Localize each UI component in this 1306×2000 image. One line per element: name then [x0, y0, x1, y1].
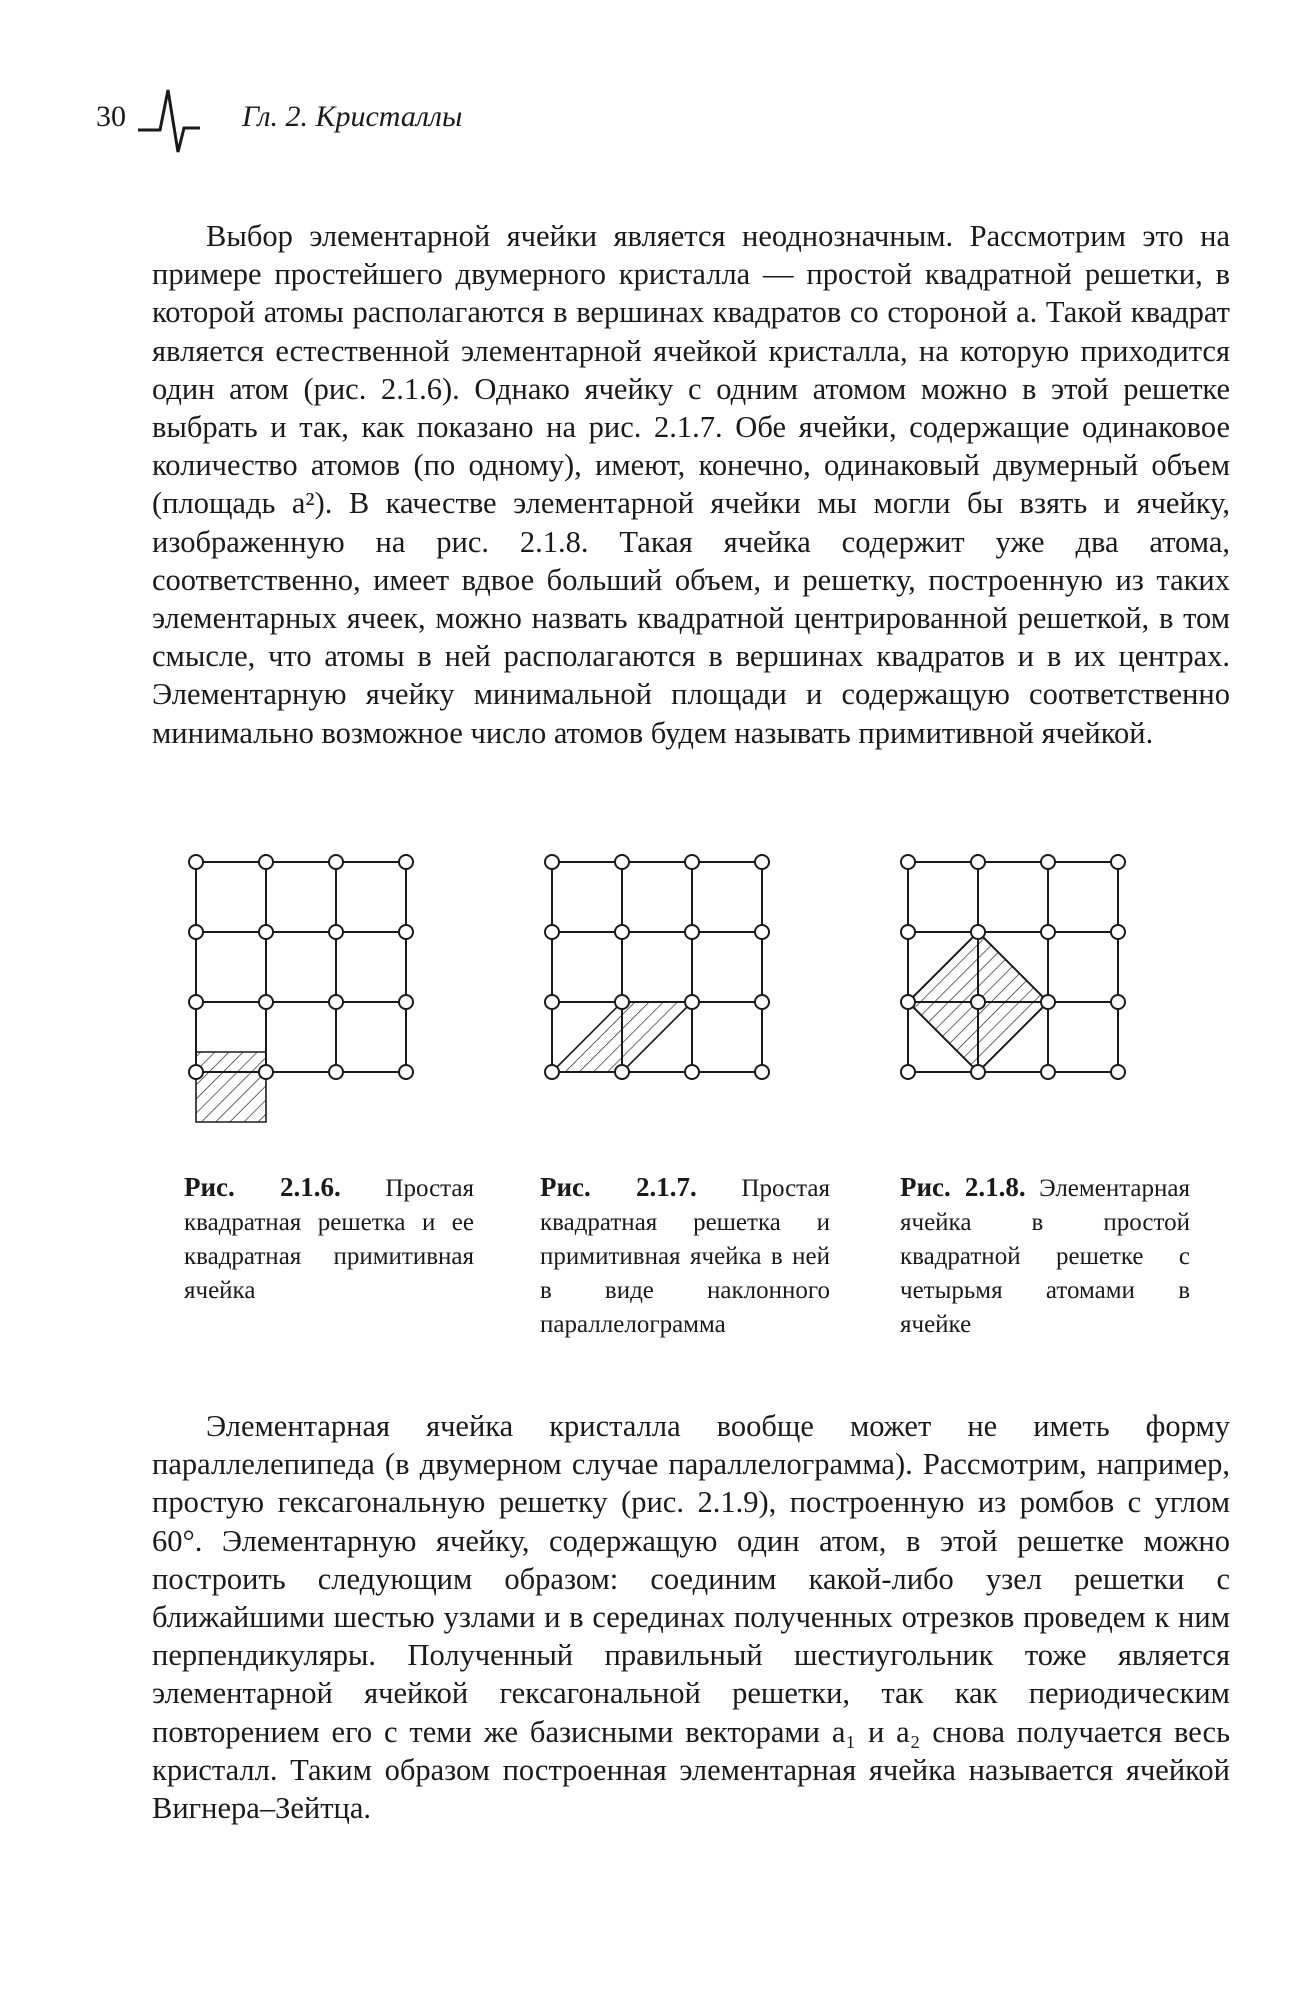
- page-header: [96, 86, 1196, 156]
- caption-text: Элементарная ячейка в простой квадратной решетке с четырьмя атомами в ячейке: [900, 1175, 1190, 1338]
- caption-text: Простая квадратная решетка и ее квадратная примитивная ячейка: [184, 1175, 474, 1304]
- caption-text: Простая квадратная решетка и примитивная ячейка в ней в виде наклонного параллелограмма: [540, 1175, 830, 1338]
- lattice-lines: [196, 862, 406, 1072]
- running-head: Гл. 2. Кристаллы: [242, 100, 463, 133]
- paragraph-1: Выбор элементарной ячейки является неоднозначным. Рассмотрим это на примере простейшего двумерного кристалла — простой квадратной решетки, в которой атомы располагаются в вершинах квадратов со стороной a. Такой квадрат является естественной элементарной ячейкой кристалла, на которую приходится один атом (рис. 2.1.6). Однако ячейку с одним атомом можно в этой решетке выбрать и так, как показано на рис. 2.1.7. Обе ячейки, содержащие одинаковое количество атомов (по одному), имеют, конечно, одинаковый двумерный объем (площадь a²). В качестве элементарной ячейки мы могли бы взять и ячейку, изображенную на рис. 2.1.8. Такая ячейка содержит уже два атома, соответственно, имеет вдвое больший объем, и решетку, построенную из таких элементарных ячеек, можно назвать квадратной центрированной решеткой, в том смысле, что атомы в ней располагаются в вершинах квадратов и в их центрах. Элементарную ячейку минимальной площади и содержащую соответственно минимально возможное число атомов будем называть примитивной ячейкой.: [152, 219, 1230, 750]
- square-lattice-parallelogram-cell: [532, 850, 822, 1150]
- figure-2-1-6: [176, 850, 466, 1150]
- figure-2-1-8: [888, 850, 1178, 1150]
- primitive-cell-square: [196, 1052, 266, 1122]
- figure-2-1-7: [532, 850, 822, 1150]
- lattice-atoms: [189, 855, 413, 1079]
- figure-number: Рис. 2.1.6.: [184, 1172, 341, 1202]
- square-lattice-diamond-cell: [888, 850, 1178, 1150]
- pulse-wave-logo-icon: [136, 86, 202, 156]
- page-number: 30: [96, 100, 126, 133]
- square-lattice-square-cell: [176, 850, 466, 1150]
- figure-caption-2-1-6: [184, 1170, 474, 1308]
- figure-number: Рис. 2.1.7.: [540, 1172, 697, 1202]
- paragraph-2: Элементарная ячейка кристалла вообще может не иметь форму параллелепипеда (в двумерном случае параллелограмма). Рассмотрим, например, простую гексагональную решетку (рис. 2.1.9), построенную из ромбов с углом 60°. Элементарную ячейку, содержащую один атом, в этой решетке можно построить следующим образом: соединим какой-либо узел решетки с ближайшими шестью узлами и в серединах полученных отрезков проведем к ним перпендикуляры. Полученный правильный шестиугольник тоже является элементарной ячейкой гексагональной решетки, так как периодическим повторением его с теми же базисными векторами a₁ и a₂ снова получается весь кристалл. Таким образом построенная элементарная ячейка называется ячейкой Вигнера–Зейтца.: [152, 1409, 1230, 1826]
- figure-number: Рис. 2.1.8.: [900, 1172, 1026, 1202]
- figure-caption-2-1-8: [900, 1170, 1190, 1342]
- figure-caption-2-1-7: [540, 1170, 830, 1342]
